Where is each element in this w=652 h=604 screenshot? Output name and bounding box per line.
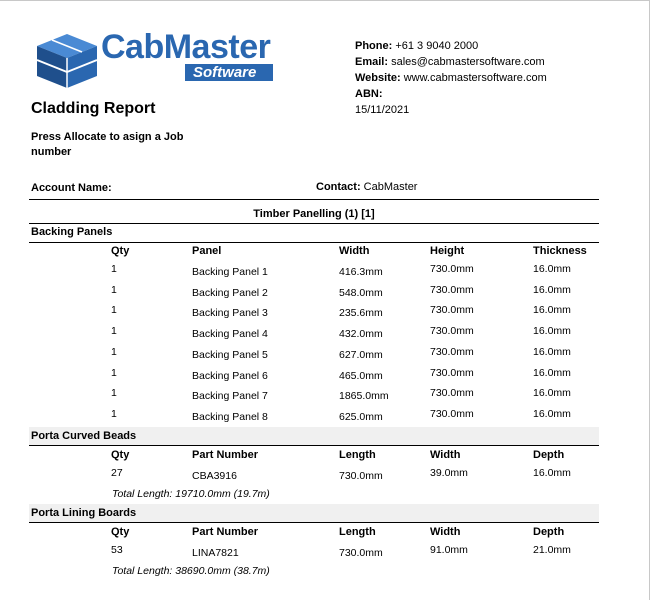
report-date: 15/11/2021 bbox=[355, 104, 410, 116]
col-head-thickness: Thickness bbox=[533, 245, 587, 257]
cell-width: 548.0mm bbox=[339, 286, 383, 299]
contact-value: CabMaster bbox=[363, 181, 418, 193]
divider-top bbox=[29, 199, 599, 200]
cell-length: 730.0mm bbox=[339, 547, 383, 559]
cell-thickness: 16.0mm bbox=[533, 283, 571, 296]
group-label-porta-lining-boards: Porta Lining Boards bbox=[31, 507, 137, 519]
allocate-instruction: Press Allocate to asign a Job number bbox=[31, 131, 184, 158]
cell-thickness: 16.0mm bbox=[533, 387, 571, 400]
cell-width: 627.0mm bbox=[339, 348, 383, 361]
cell-width: 465.0mm bbox=[339, 369, 383, 382]
col-head-length: Length bbox=[339, 526, 376, 538]
col-head-part-number: Part Number bbox=[192, 526, 259, 538]
cell-panel: Backing Panel 6 bbox=[192, 369, 268, 382]
col-head-width: Width bbox=[339, 245, 370, 257]
cell-part-number: CBA3916 bbox=[192, 470, 237, 482]
group-label-porta-curved-beads: Porta Curved Beads bbox=[31, 430, 137, 442]
website-line: Website: www.cabmastersoftware.com bbox=[355, 72, 547, 84]
col-head-qty: Qty bbox=[111, 449, 130, 461]
cell-height: 730.0mm bbox=[430, 263, 474, 275]
col-head-depth: Depth bbox=[533, 449, 565, 461]
cell-height: 730.0mm bbox=[430, 407, 474, 420]
cell-width: 625.0mm bbox=[339, 410, 383, 423]
col-head-qty: Qty bbox=[111, 526, 130, 538]
cell-panel: Backing Panel 5 bbox=[192, 348, 268, 361]
email-value: sales@cabmastersoftware.com bbox=[391, 56, 545, 68]
cell-height: 730.0mm bbox=[430, 366, 474, 379]
cell-panel: Backing Panel 4 bbox=[192, 328, 268, 341]
divider-section bbox=[29, 223, 599, 224]
cell-width: 39.0mm bbox=[430, 467, 468, 479]
divider-group-3 bbox=[29, 522, 599, 523]
cell-panel: Backing Panel 7 bbox=[192, 390, 268, 403]
col-head-width: Width bbox=[430, 526, 461, 538]
cell-qty: 27 bbox=[111, 467, 123, 479]
cell-width: 91.0mm bbox=[430, 544, 468, 556]
cell-thickness: 16.0mm bbox=[533, 263, 571, 275]
abn-line: ABN: bbox=[355, 88, 383, 100]
logo-brand-sub: Software bbox=[193, 64, 257, 81]
cell-depth: 16.0mm bbox=[533, 467, 571, 479]
cell-qty: 1 bbox=[111, 366, 117, 379]
col-head-depth: Depth bbox=[533, 526, 565, 538]
logo-brand-main: CabMaster bbox=[101, 28, 271, 66]
cell-panel: Backing Panel 1 bbox=[192, 266, 268, 278]
cell-qty: 1 bbox=[111, 407, 117, 420]
account-name-label: Account Name: bbox=[31, 182, 112, 194]
col-head-length: Length bbox=[339, 449, 376, 461]
cell-thickness: 16.0mm bbox=[533, 304, 571, 317]
cell-depth: 21.0mm bbox=[533, 544, 571, 556]
cell-length: 730.0mm bbox=[339, 470, 383, 482]
cell-panel: Backing Panel 3 bbox=[192, 307, 268, 320]
phone-value: +61 3 9040 2000 bbox=[395, 40, 479, 52]
col-head-height: Height bbox=[430, 245, 465, 257]
cell-thickness: 16.0mm bbox=[533, 345, 571, 358]
phone-line: Phone: +61 3 9040 2000 bbox=[355, 40, 479, 52]
cell-qty: 1 bbox=[111, 345, 117, 358]
email-line: Email: sales@cabmastersoftware.com bbox=[355, 56, 545, 68]
cell-qty: 1 bbox=[111, 283, 117, 296]
cell-height: 730.0mm bbox=[430, 345, 474, 358]
cell-qty: 1 bbox=[111, 387, 117, 400]
divider-group-2 bbox=[29, 445, 599, 446]
col-head-width: Width bbox=[430, 449, 461, 461]
col-head-qty: Qty bbox=[111, 245, 130, 257]
cell-width: 1865.0mm bbox=[339, 390, 389, 403]
cell-thickness: 16.0mm bbox=[533, 407, 571, 420]
report-title: Cladding Report bbox=[31, 100, 156, 117]
cell-height: 730.0mm bbox=[430, 283, 474, 296]
col-head-panel: Panel bbox=[192, 245, 222, 257]
cell-width: 432.0mm bbox=[339, 328, 383, 341]
section-title: Timber Panelling (1) [1] bbox=[253, 208, 375, 220]
cell-panel: Backing Panel 2 bbox=[192, 286, 268, 299]
cell-width: 235.6mm bbox=[339, 307, 383, 320]
cell-qty: 1 bbox=[111, 304, 117, 317]
website-value: www.cabmastersoftware.com bbox=[403, 72, 547, 84]
cell-qty: 1 bbox=[111, 263, 117, 275]
group-label-backing-panels: Backing Panels bbox=[31, 226, 113, 238]
cell-height: 730.0mm bbox=[430, 387, 474, 400]
contact-field: Contact: CabMaster bbox=[316, 181, 418, 193]
cell-panel: Backing Panel 8 bbox=[192, 410, 268, 423]
cell-qty: 1 bbox=[111, 325, 117, 338]
cell-height: 730.0mm bbox=[430, 325, 474, 338]
cell-thickness: 16.0mm bbox=[533, 325, 571, 338]
divider-group-1 bbox=[29, 242, 599, 243]
cell-part-number: LINA7821 bbox=[192, 547, 239, 559]
cell-height: 730.0mm bbox=[430, 304, 474, 317]
company-contact-block bbox=[355, 38, 547, 118]
total-length-lining-boards: Total Length: 38690.0mm (38.7m) bbox=[112, 565, 270, 577]
total-length-curved-beads: Total Length: 19710.0mm (19.7m) bbox=[112, 488, 270, 500]
cell-width: 416.3mm bbox=[339, 266, 383, 278]
cell-thickness: 16.0mm bbox=[533, 366, 571, 379]
cell-qty: 53 bbox=[111, 544, 123, 556]
col-head-part-number: Part Number bbox=[192, 449, 259, 461]
cabmaster-logo bbox=[33, 30, 278, 90]
